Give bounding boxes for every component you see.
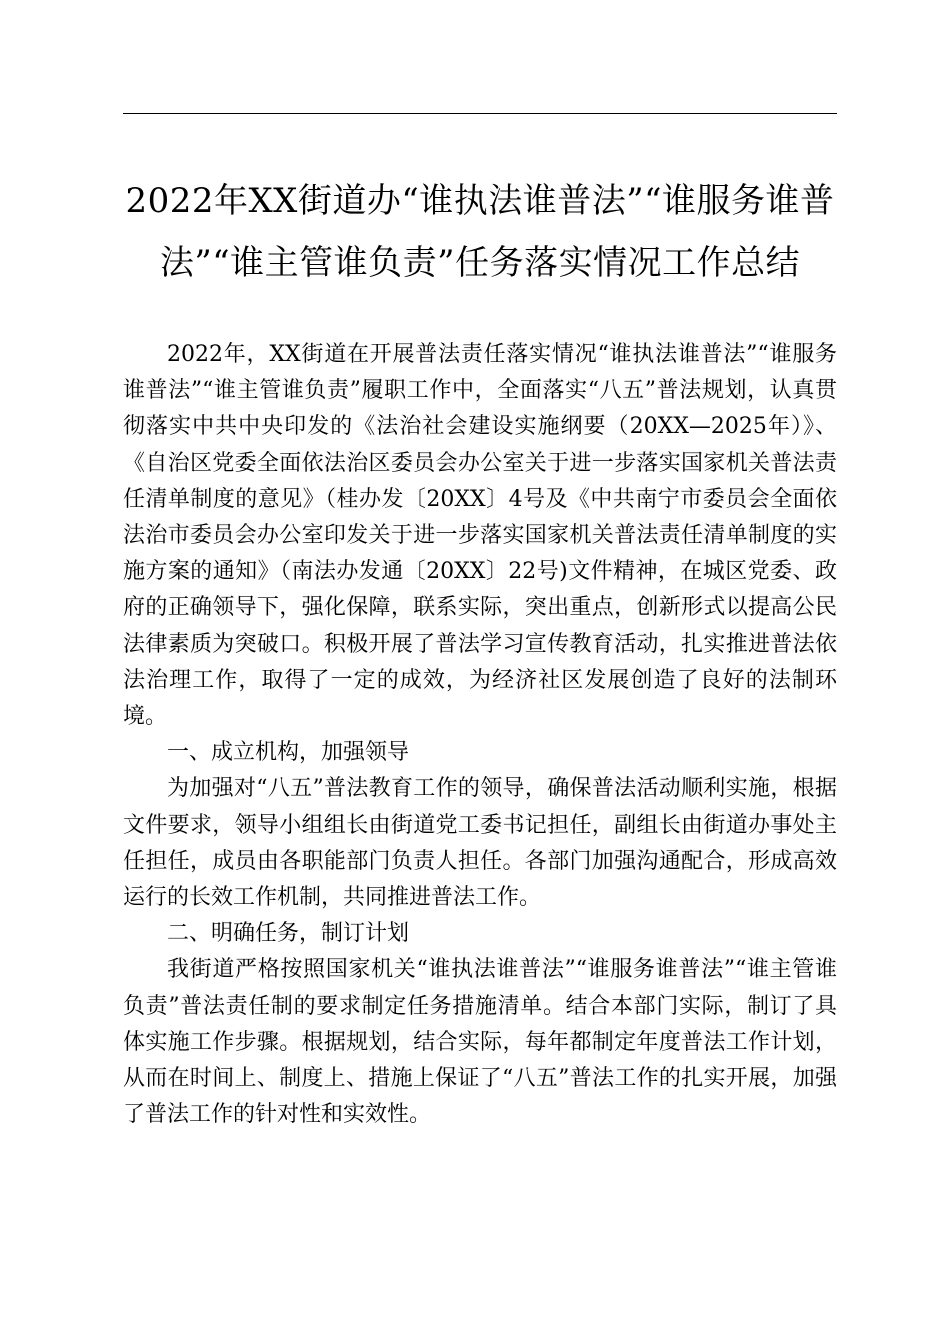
document-body <box>123 337 837 1133</box>
section-paragraph-2: 我街道严格按照国家机关“谁执法谁普法”“谁服务谁普法”“谁主管谁负责”普法责任制的要求制定任务措施清单。结合本部门实际，制订了具体实施工作步骤。根据规划，结合实际，每年都制定年度普法工作计划，从而在时间上、制度上、措施上保证了“八五”普法工作的扎实开展，加强了普法工作的针对性和实效性。 <box>123 957 837 1128</box>
intro-paragraph: 2022年，XX街道在开展普法责任落实情况“谁执法谁普法”“谁服务谁普法”“谁主管谁负责”履职工作中，全面落实“八五”普法规划，认真贯彻落实中共中央印发的《法治社会建设实施纲要（20XX—2025年）》、《自治区党委全面依法治区委员会办公室关于进一步落实国家机关普法责任清单制度的意见》（桂办发〔20XX〕4号及《中共南宁市委员会全面依法治市委员会办公室印发关于进一步落实国家机关普法责任清单制度的实施方案的通知》（南法办发通〔20XX〕22号)文件精神，在城区党委、政府的正确领导下，强化保障，联系实际，突出重点，创新形式以提高公民法律素质为突破口。积极开展了普法学习宣传教育活动，扎实推进普法依法治理工作，取得了一定的成效，为经济社区发展创造了良好的法制环境。 <box>123 342 837 730</box>
header-rule <box>123 113 837 114</box>
document-title: 2022年XX街道办“谁执法谁普法”“谁服务谁普法”“谁主管谁负责”任务落实情况工作总结 <box>125 181 835 283</box>
section-heading-2: 二、明确任务，制订计划 <box>167 921 410 947</box>
section-heading-1: 一、成立机构，加强领导 <box>167 740 410 766</box>
section-paragraph-1: 为加强对“八五”普法教育工作的领导，确保普法活动顺利实施，根据文件要求，领导小组组长由街道党工委书记担任，副组长由街道办事处主任担任，成员由各职能部门负责人担任。各部门加强沟通配合，形成高效运行的长效工作机制，共同推进普法工作。 <box>123 776 837 911</box>
